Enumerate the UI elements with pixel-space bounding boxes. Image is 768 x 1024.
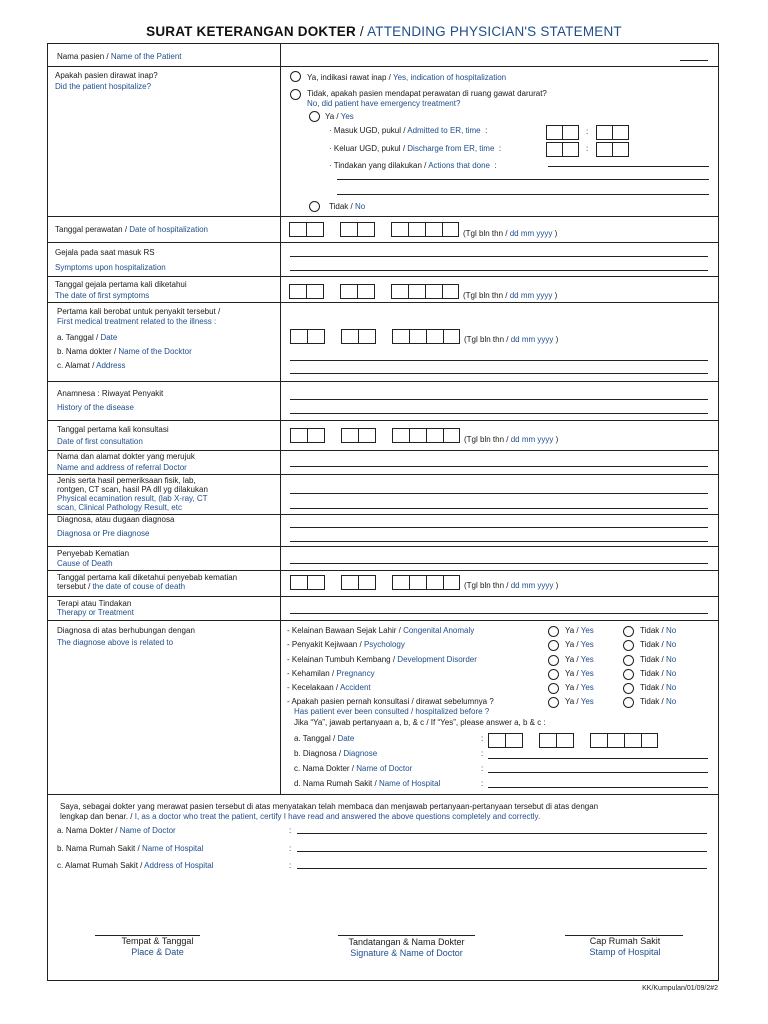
time-colon: : <box>586 144 589 153</box>
prev-field-label: d. Nama Rumah Sakit / Name of Hospital <box>294 779 441 788</box>
radio-er-no[interactable] <box>309 201 320 212</box>
hosp-date-year-box[interactable] <box>391 222 459 237</box>
radio-related-yes[interactable] <box>548 640 559 651</box>
related-item-label: - Penyakit Kejiwaan / Psychology <box>287 640 405 649</box>
field-colon: : <box>289 844 292 853</box>
radio-related-yes-label: Ya / Yes <box>565 669 594 678</box>
cause-death-line[interactable] <box>290 563 708 564</box>
hospital-address-line[interactable] <box>297 868 707 869</box>
exams-label-1: Jenis serta hasil pemeriksaan fisik, lab, <box>57 476 196 485</box>
stamp-caption: Cap Rumah Sakit Stamp of Hospital <box>589 936 661 957</box>
diagnosis-line-2[interactable] <box>290 541 708 542</box>
hosp-date-label: Tanggal perawatan / Date of hospitalization <box>55 225 208 234</box>
radio-related-no-label: Tidak / No <box>640 669 677 678</box>
opt-no-er-label-en: No, did patient have emergency treatment? <box>307 99 461 108</box>
ft-address-line[interactable] <box>290 373 708 374</box>
radio-related-no-label: Tidak / No <box>640 697 677 706</box>
consult-date-day-box[interactable] <box>290 428 325 443</box>
first-symptoms-label: Tanggal gejala pertama kali diketahui <box>55 280 187 289</box>
field-colon: : <box>481 734 484 743</box>
er-action-label: · Tindakan yang dilakukan / Actions that done : <box>329 161 497 170</box>
prev-field-label: b. Diagnosa / Diagnose <box>294 749 378 758</box>
ft-doctor-line[interactable] <box>290 360 708 361</box>
exams-label-2: rontgen, CT scan, hasil PA dll yg dilakukan <box>57 485 208 494</box>
row-divider <box>48 242 718 243</box>
date-format-hint: (Tgl bln thn / dd mm yyyy ) <box>464 335 559 344</box>
radio-related-yes[interactable] <box>548 697 559 708</box>
doctor-field-label: c. Alamat Rumah Sakit / Address of Hospital <box>57 861 214 870</box>
date-format-hint: (Tgl bln thn / dd mm yyyy ) <box>464 581 559 590</box>
cause-date-year-box[interactable] <box>392 575 460 590</box>
hospitalized-question-en: Did the patient hospitalize? <box>55 82 152 91</box>
referral-line[interactable] <box>290 466 708 467</box>
signature-caption: Tandatangan & Nama Dokter Signature & Name of Doctor <box>348 937 465 958</box>
radio-related-yes[interactable] <box>548 626 559 637</box>
anamnesis-label-en: History of the disease <box>57 403 134 412</box>
related-item-label: - Kehamilan / Pregnancy <box>287 669 375 678</box>
therapy-label-en: Therapy or Treatment <box>57 608 134 617</box>
cause-death-label-en: Cause of Death <box>57 559 113 568</box>
ft-address-label: c. Alamat / Address <box>57 361 126 370</box>
related-item-label: - Kecelakaan / Accident <box>287 683 371 692</box>
prev-date-day-box[interactable] <box>488 733 523 748</box>
opt-no-er-label: Tidak, apakah pasien mendapat perawatan di ruang gawat darurat? <box>307 89 547 98</box>
field-colon: : <box>289 826 292 835</box>
diagnosis-label-en: Diagnosa or Pre diagnose <box>57 529 150 538</box>
cause-date-day-box[interactable] <box>290 575 325 590</box>
exams-line-2[interactable] <box>290 508 708 509</box>
first-symptoms-year-box[interactable] <box>391 284 459 299</box>
place-date-caption: Tempat & Tanggal Place & Date <box>121 936 194 957</box>
er-out-hour-box[interactable] <box>546 142 579 157</box>
radio-related-no[interactable] <box>623 669 634 680</box>
prev-diagnose-line[interactable] <box>488 758 708 759</box>
er-in-minute-box[interactable] <box>596 125 629 140</box>
radio-no-hospitalization[interactable] <box>290 89 301 100</box>
cause-date-label-2: tersebut / the date of couse of death <box>57 582 186 591</box>
symptoms-label-en: Symptoms upon hospitalization <box>55 263 166 272</box>
date-format-hint: (Tgl bln thn / dd mm yyyy ) <box>464 435 559 444</box>
er-in-hour-box[interactable] <box>546 125 579 140</box>
er-action-line-2[interactable] <box>337 179 709 180</box>
row-divider <box>48 570 718 571</box>
radio-related-no[interactable] <box>623 640 634 651</box>
field-colon: : <box>481 749 484 758</box>
ft-date-year-box[interactable] <box>392 329 460 344</box>
patient-name-line[interactable] <box>680 60 708 61</box>
form-title: SURAT KETERANGAN DOKTER / ATTENDING PHYSICIAN'S STATEMENT <box>146 24 622 39</box>
radio-related-yes[interactable] <box>548 669 559 680</box>
declaration-text-2: lengkap dan benar. / I, as a doctor who treat the patient, certify I have read and answered the above questions completely and correctly. <box>60 812 541 821</box>
radio-related-no[interactable] <box>623 697 634 708</box>
doctor-name-line[interactable] <box>297 833 707 834</box>
radio-related-yes-label: Ya / Yes <box>565 655 594 664</box>
row-divider <box>48 546 718 547</box>
ft-date-label: a. Tanggal / Date <box>57 333 118 342</box>
radio-yes-hospitalization[interactable] <box>290 71 301 82</box>
hospitalized-question: Apakah pasien dirawat inap? <box>55 71 158 80</box>
radio-related-no-label: Tidak / No <box>640 626 677 635</box>
therapy-line[interactable] <box>290 613 708 614</box>
cause-date-month-box[interactable] <box>341 575 376 590</box>
cause-death-label: Penyebab Kematian <box>57 549 130 558</box>
row-divider <box>48 381 718 382</box>
column-divider <box>280 44 281 794</box>
date-format-hint: (Tgl bln thn / dd mm yyyy ) <box>463 291 558 300</box>
consult-date-month-box[interactable] <box>341 428 376 443</box>
doctor-field-label: a. Nama Dokter / Name of Doctor <box>57 826 176 835</box>
prev-hospital-line[interactable] <box>488 787 708 788</box>
first-symptoms-month-box[interactable] <box>340 284 375 299</box>
ft-date-month-box[interactable] <box>341 329 376 344</box>
if-yes-instruction: Jika “Ya”, jawab pertanyaan a, b, & c / If “Yes”, please answer a, b & c : <box>294 718 546 727</box>
radio-related-no[interactable] <box>623 626 634 637</box>
ft-doctor-label: b. Nama dokter / Name of the Docktor <box>57 347 192 356</box>
anamnesis-label: Anamnesa : Riwayat Penyakit <box>57 389 164 398</box>
radio-related-no-label: Tidak / No <box>640 640 677 649</box>
field-colon: : <box>481 764 484 773</box>
therapy-label: Terapi atau Tindakan <box>57 599 132 608</box>
er-action-line-3[interactable] <box>337 194 709 195</box>
first-treatment-label: Pertama kali berobat untuk penyakit tersebut / <box>57 307 221 316</box>
row-divider <box>48 596 718 597</box>
row-divider <box>48 794 718 795</box>
er-action-line-1[interactable] <box>548 166 709 167</box>
anamnesis-line-2[interactable] <box>290 413 708 414</box>
first-consult-label: Tanggal pertama kali konsultasi <box>57 425 169 434</box>
radio-related-yes-label: Ya / Yes <box>565 683 594 692</box>
referral-label-en: Name and address of referral Doctor <box>57 463 187 472</box>
exams-label-en-1: Physical ecamination result, (lab X-ray, CT <box>57 494 208 503</box>
symptoms-label: Gejala pada saat masuk RS <box>55 248 155 257</box>
field-colon: : <box>289 861 292 870</box>
radio-related-no[interactable] <box>623 655 634 666</box>
prev-field-label: a. Tanggal / Date <box>294 734 355 743</box>
signature-line[interactable] <box>338 935 475 936</box>
opt-yes-hosp-label: Ya, indikasi rawat inap / Yes, indication of hospitalization <box>307 73 507 82</box>
prev-doctor-line[interactable] <box>488 772 708 773</box>
symptoms-line-1[interactable] <box>290 256 708 257</box>
related-label-en: The diagnose above is related to <box>57 638 174 647</box>
radio-er-yes[interactable] <box>309 111 320 122</box>
prev-consult-en: Has patient ever been consulted / hospitalized before ? <box>294 707 490 716</box>
hosp-date-month-box[interactable] <box>340 222 375 237</box>
first-symptoms-label-en: The date of first symptoms <box>55 291 150 300</box>
patient-name-label: Nama pasien / Name of the Patient <box>57 52 182 61</box>
row-divider <box>48 420 718 421</box>
doctor-field-label: b. Nama Rumah Sakit / Name of Hospital <box>57 844 204 853</box>
prev-date-year-box[interactable] <box>590 733 658 748</box>
consult-date-year-box[interactable] <box>392 428 460 443</box>
radio-related-yes[interactable] <box>548 655 559 666</box>
prev-date-month-box[interactable] <box>539 733 574 748</box>
first-treatment-label-en: First medical treatment related to the illness : <box>57 317 217 326</box>
er-yes-label: Ya / Yes <box>325 112 354 121</box>
related-label: Diagnosa di atas berhubungan dengan <box>57 626 195 635</box>
symptoms-line-2[interactable] <box>290 270 708 271</box>
prev-field-label: c. Nama Dokter / Name of Doctor <box>294 764 413 773</box>
diagnosis-label: Diagnosa, atau dugaan diagnosa <box>57 515 175 524</box>
radio-related-yes-label: Ya / Yes <box>565 640 594 649</box>
field-colon: : <box>481 779 484 788</box>
radio-related-no[interactable] <box>623 683 634 694</box>
related-item-label: - Kelainan Bawaan Sejak Lahir / Congenital Anomaly <box>287 626 475 635</box>
radio-related-yes-label: Ya / Yes <box>565 697 594 706</box>
time-colon: : <box>586 127 589 136</box>
er-in-label: · Masuk UGD, pukul / Admitted to ER, time : <box>329 126 488 135</box>
radio-related-yes[interactable] <box>548 683 559 694</box>
row-divider <box>48 302 718 303</box>
anamnesis-line-1[interactable] <box>290 399 708 400</box>
diagnosis-line-1[interactable] <box>290 527 708 528</box>
radio-related-yes-label: Ya / Yes <box>565 626 594 635</box>
declaration-text-1: Saya, sebagai dokter yang merawat pasien tersebut di atas menyatakan telah membaca dan menjawab pertanyaan-pertanyaan tersebut di atas dengan <box>60 802 599 811</box>
ft-date-day-box[interactable] <box>290 329 325 344</box>
radio-related-no-label: Tidak / No <box>640 655 677 664</box>
radio-related-no-label: Tidak / No <box>640 683 677 692</box>
row-divider <box>48 620 718 621</box>
cause-date-label-1: Tanggal pertama kali diketahui penyebab kematian <box>57 573 238 582</box>
date-format-hint: (Tgl bln thn / dd mm yyyy ) <box>463 229 558 238</box>
exams-line-1[interactable] <box>290 493 708 494</box>
er-out-minute-box[interactable] <box>596 142 629 157</box>
form-code: KK/Kumpulan/01/09/2#2 <box>642 985 718 992</box>
row-divider <box>48 276 718 277</box>
related-item-label: - Kelainan Tumbuh Kembang / Development Disorder <box>287 655 477 664</box>
hosp-date-day-box[interactable] <box>289 222 324 237</box>
referral-label: Nama dan alamat dokter yang merujuk <box>57 452 195 461</box>
er-no-label: Tidak / No <box>329 202 366 211</box>
first-symptoms-day-box[interactable] <box>289 284 324 299</box>
related-item-label: - Apakah pasien pernah konsultasi / dirawat sebelumnya ? <box>287 697 494 706</box>
exams-label-en-2: scan, Clinical Pathology Result, etc <box>57 503 182 512</box>
first-consult-label-en: Date of first consultation <box>57 437 143 446</box>
row-divider <box>48 216 718 217</box>
hospital-name-line[interactable] <box>297 851 707 852</box>
er-out-label: · Keluar UGD, pukul / Discharge from ER, time : <box>329 144 502 153</box>
row-divider <box>48 66 718 67</box>
